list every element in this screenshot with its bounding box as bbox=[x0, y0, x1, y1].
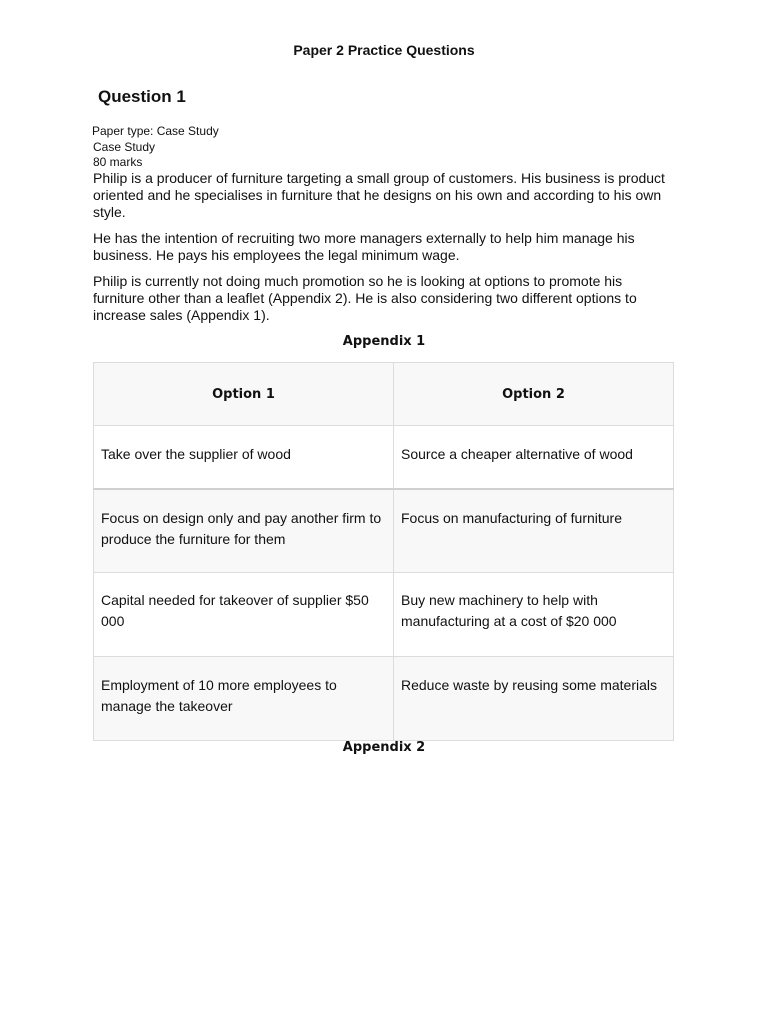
option-2-cell: Focus on manufacturing of furniture bbox=[394, 489, 674, 573]
case-paragraph-2: He has the intention of recruiting two more managers externally to help him manage his business. He pays his employees the legal minimum wage. bbox=[93, 230, 635, 263]
option-1-cell: Capital needed for takeover of supplier $50 000 bbox=[94, 573, 394, 657]
option-1-cell: Employment of 10 more employees to manage the takeover bbox=[94, 657, 394, 741]
question-heading: Question 1 bbox=[98, 87, 186, 106]
table-row bbox=[94, 489, 674, 573]
option-2-cell: Buy new machinery to help with manufacturing at a cost of $20 000 bbox=[394, 573, 674, 657]
option-2-cell: Source a cheaper alternative of wood bbox=[394, 426, 674, 489]
table-row bbox=[94, 657, 674, 741]
marks-label: 80 marks bbox=[93, 155, 143, 169]
option-2-header: Option 2 bbox=[394, 363, 674, 426]
question-kind-label: Case Study bbox=[93, 140, 156, 154]
appendix-1-title: Appendix 1 bbox=[342, 334, 426, 349]
option-1-header: Option 1 bbox=[94, 363, 394, 426]
page-title: Paper 2 Practice Questions bbox=[293, 42, 475, 58]
table-row bbox=[94, 426, 674, 489]
option-1-cell: Focus on design only and pay another firm to produce the furniture for them bbox=[94, 489, 394, 573]
table-row bbox=[94, 573, 674, 657]
option-1-cell: Take over the supplier of wood bbox=[94, 426, 394, 489]
option-2-cell: Reduce waste by reusing some materials bbox=[394, 657, 674, 741]
case-paragraph-1: Philip is a producer of furniture targeting a small group of customers. His business is product oriented and he specialises in furniture that he designs on his own and according to his own style. bbox=[93, 170, 665, 220]
case-paragraph-3: Philip is currently not doing much promotion so he is looking at options to promote his furniture other than a leaflet (Appendix 2). He is also considering two different options to increase sales (Appendix 1). bbox=[93, 273, 637, 323]
appendix-2-title: Appendix 2 bbox=[342, 740, 426, 755]
paper-type-label: Paper type: Case Study bbox=[92, 124, 219, 138]
table-header-row bbox=[94, 363, 674, 426]
appendix-1-options-table bbox=[93, 362, 674, 741]
